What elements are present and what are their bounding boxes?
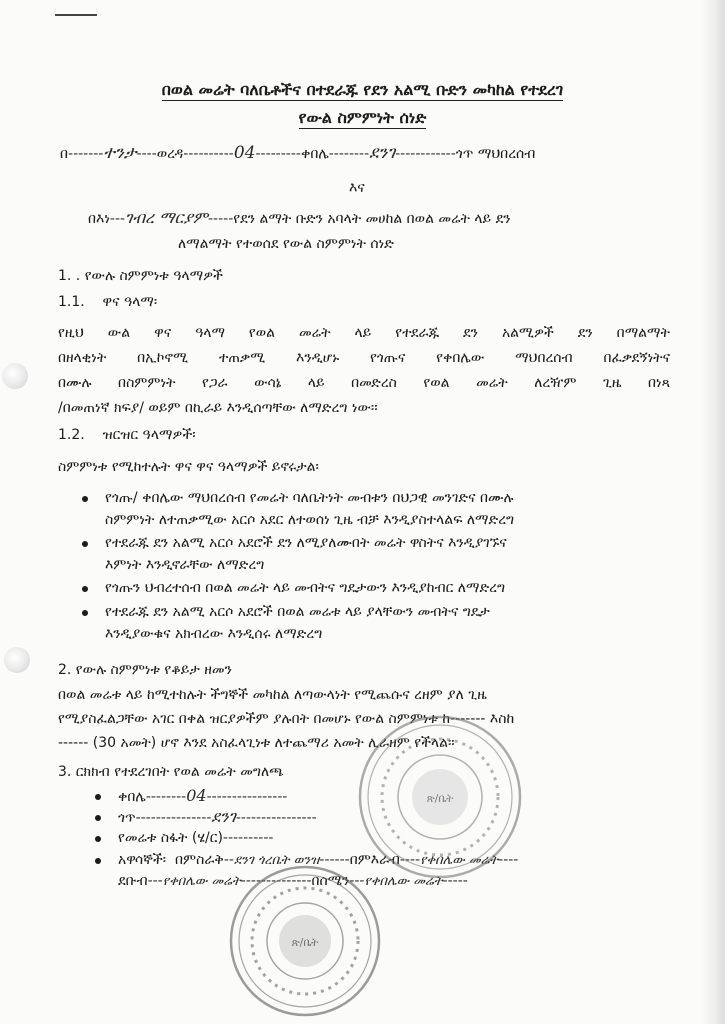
kebele-label: ቀበሌ <box>300 146 329 162</box>
woreda-label: ወረዳ <box>156 146 184 162</box>
south-label: ደቡብ <box>118 873 148 889</box>
bullet-line: የጎጡ/ ቀበሌው ማህበረሰብ የመሬት ባለቤትነት መብቱን በህጋዊ መንገድና በሙሉ <box>105 490 514 506</box>
section2-line1: በወል መሬቱ ላይ ከሚተከሉት ችግኞች መካከል ለጣውላነት የሚጨሱና ረዘም ያለ ጊዜ <box>58 687 487 703</box>
section2-line2: የሚያስፈልጋቸው አገር በቀል ዝርያዎችም ያሉበት በመሆኑ የውል ስምምነቱ ከ------- እስከ <box>58 711 515 727</box>
hw-west: የቀበሌው መሬት <box>420 853 499 868</box>
section3-heading: 3. ርክክብ የተደረገበት የወል መሬት መግለጫ <box>58 764 284 780</box>
bullet-dot <box>95 836 101 842</box>
bullet-dot <box>95 815 101 821</box>
hw-south: የቀበሌው መሬት <box>162 874 241 889</box>
land-got-row: ጎጥ---------------ደንገ---------------- <box>118 806 317 829</box>
punch-hole-top <box>2 363 28 389</box>
land-area-label: የመሬቱ ስፋት (ሄ/ር) <box>118 830 223 846</box>
bullet-item-3 <box>105 577 675 599</box>
section2-heading: 2. የውሉ ስምምነቱ የቆይታ ዘመን <box>58 662 232 678</box>
and-word: እና <box>349 180 365 196</box>
parties-prefix: በ <box>60 146 69 162</box>
hw-north: የቀበሌው መሬት <box>364 874 443 889</box>
hw-land-got: ደንገ <box>211 807 236 826</box>
body-line: በሙሉ በስምምነት የጋራ ውሳኔ ላይ በመድረስ የወል መሬት ለረዥም ጊዜ በነጻ <box>58 375 670 391</box>
stamp2-center-text: ጽ/ቤት <box>291 936 319 949</box>
hw-east: ደንገ ጎረቤት ወንዝ <box>233 853 320 868</box>
parties-line1: በ-------ተንታ----ወረዳ----------04---------ቀበሌ--------ደንገ------------ጎጥ ማህበረሰብ <box>60 143 536 163</box>
section1-heading: 1. . የውሉ ስምምነቱ ዓላማዎች <box>58 268 223 284</box>
hw-woreda: 04 <box>233 143 256 163</box>
section1-2-intro: ስምምነቱ የሚከተሉት ዋና ዋና ዓላማዎች ይኖሩታል፡ <box>58 459 319 475</box>
bullet-item-1 <box>105 487 675 531</box>
hw-leader: ገብረ ማርያም <box>125 208 208 227</box>
parties-suffix: የደን ልማት ቡድን አባላት መሀከል በወል መሬት ላይ ደን <box>233 211 511 227</box>
bullet-line: ስምምነት ለተጠቃሚው አርሶ አደር ለተወሰነ ጊዜ ብቻ እንዲያስተላልፍ ለማድረግ <box>105 512 515 528</box>
east-label: በምስራቅ <box>175 852 224 868</box>
scan-edge <box>700 0 725 1024</box>
stamp1-center-text: ጽ/ቤት <box>426 792 454 805</box>
land-area-row: የመሬቱ ስፋት (ሄ/ር)---------- <box>118 827 273 849</box>
parties-prefix-2: በእነ <box>88 211 110 227</box>
body-line: /በመጠነኛ ክፍያ/ ወይም በኪራይ እንዲሰጣቸው ለማድረግ ነው፡፡ <box>58 400 378 416</box>
section2-line3: ------ (30 አመት) ሆኖ እንደ አስፈላጊነቱ ለተጨማሪ አመት ሊራዘም የችላል፡፡ <box>58 735 455 751</box>
land-kebele-row: ቀበሌ--------04---------------- <box>118 785 287 808</box>
body-line: የዚህ ውል ዋና ዓላማ የወል መሬት ላይ የተደራጁ ደን አልሚዎች ደን በማልማት <box>58 325 670 341</box>
land-kebele-label: ቀበሌ <box>118 789 146 805</box>
official-stamp-1 <box>355 712 525 882</box>
bullet-line: የተደራጁ ደን አልሚ አርሶ አደሮች በወል መሬቱ ላይ ያላቸውን መብትና ግዴታ <box>105 604 490 620</box>
bullet-line: እምነት እንዲኖራቸው ለማድረግ <box>105 557 265 573</box>
bullet-item-4 <box>105 601 675 645</box>
hw-land-kebele: 04 <box>186 786 207 805</box>
bullet-dot <box>95 794 101 800</box>
bullet-dot <box>82 541 88 547</box>
hw-kebele: ደንገ <box>369 143 396 163</box>
parties-line3: ለማልማት የተወሰደ የውል ስምምነት ሰነድ <box>178 236 394 252</box>
bullet-dot <box>82 610 88 616</box>
community-label: ጎጥ ማህበረሰብ <box>455 146 536 162</box>
bullet-dot <box>82 496 88 502</box>
document-title-line2: የውል ስምምነት ሰነድ <box>298 108 427 127</box>
bullet-dot <box>82 586 88 592</box>
land-south-row: ደቡብ---የቀበሌው መሬት--------------በሰሜን---የቀበሌው መሬት----- <box>118 873 468 889</box>
west-label: በምእራብ <box>349 852 400 868</box>
bullet-item-2 <box>105 532 675 576</box>
land-neighbors-row: አዋሳኞች፡ በምስራቅ--ደንገ ጎረቤት ወንዝ------በምእራብ----የቀበሌው መሬት---- <box>118 849 518 872</box>
neighbors-label: አዋሳኞች፡ <box>118 852 167 868</box>
punch-hole-bottom <box>4 647 30 673</box>
scan-mark <box>55 14 97 16</box>
bullet-dot <box>95 858 101 864</box>
north-label: በሰሜን <box>311 873 350 889</box>
bullet-line: የተደራጁ ደን አልሚ አርሶ አደሮች ደን ለሚያለሙበት መሬት ዋስትና እንዲያገኙና <box>105 535 507 551</box>
parties-line2: በእነ---ገብረ ማርያም-----የደን ልማት ቡድን አባላት መሀከል በወል መሬት ላይ ደን <box>88 208 511 227</box>
hw-region: ተንታ <box>103 143 137 163</box>
section1-1-body <box>58 321 670 421</box>
bullet-line: የጎጡን ህብረተሰብ በወል መሬት ላይ መብትና ግዴታውን እንዲያከብር ለማድረግ <box>105 580 506 596</box>
section1-1-heading: 1.1. ዋና ዓላማ፡ <box>58 294 158 310</box>
body-line: በዘላቂነት በኢኮኖሚ ተጠቃሚ እንዲሆኑ የጎጡና የቀበሌው ማህበረሰብ በፈቃደኝነትና <box>58 350 670 366</box>
section1-2-heading: 1.2. ዝርዝር ዓላማዎች፡ <box>58 427 196 443</box>
document-title-line1: በወል መሬት ባለቤቶችና በተደራጁ የደን አልሚ ቡድን መካከል የተደረገ <box>161 80 564 99</box>
land-got-label: ጎጥ <box>118 810 136 826</box>
bullet-line: እንዲያውቁና አክብረው እንዲሰሩ ለማድረግ <box>105 626 323 642</box>
official-stamp-2 <box>226 862 384 1020</box>
